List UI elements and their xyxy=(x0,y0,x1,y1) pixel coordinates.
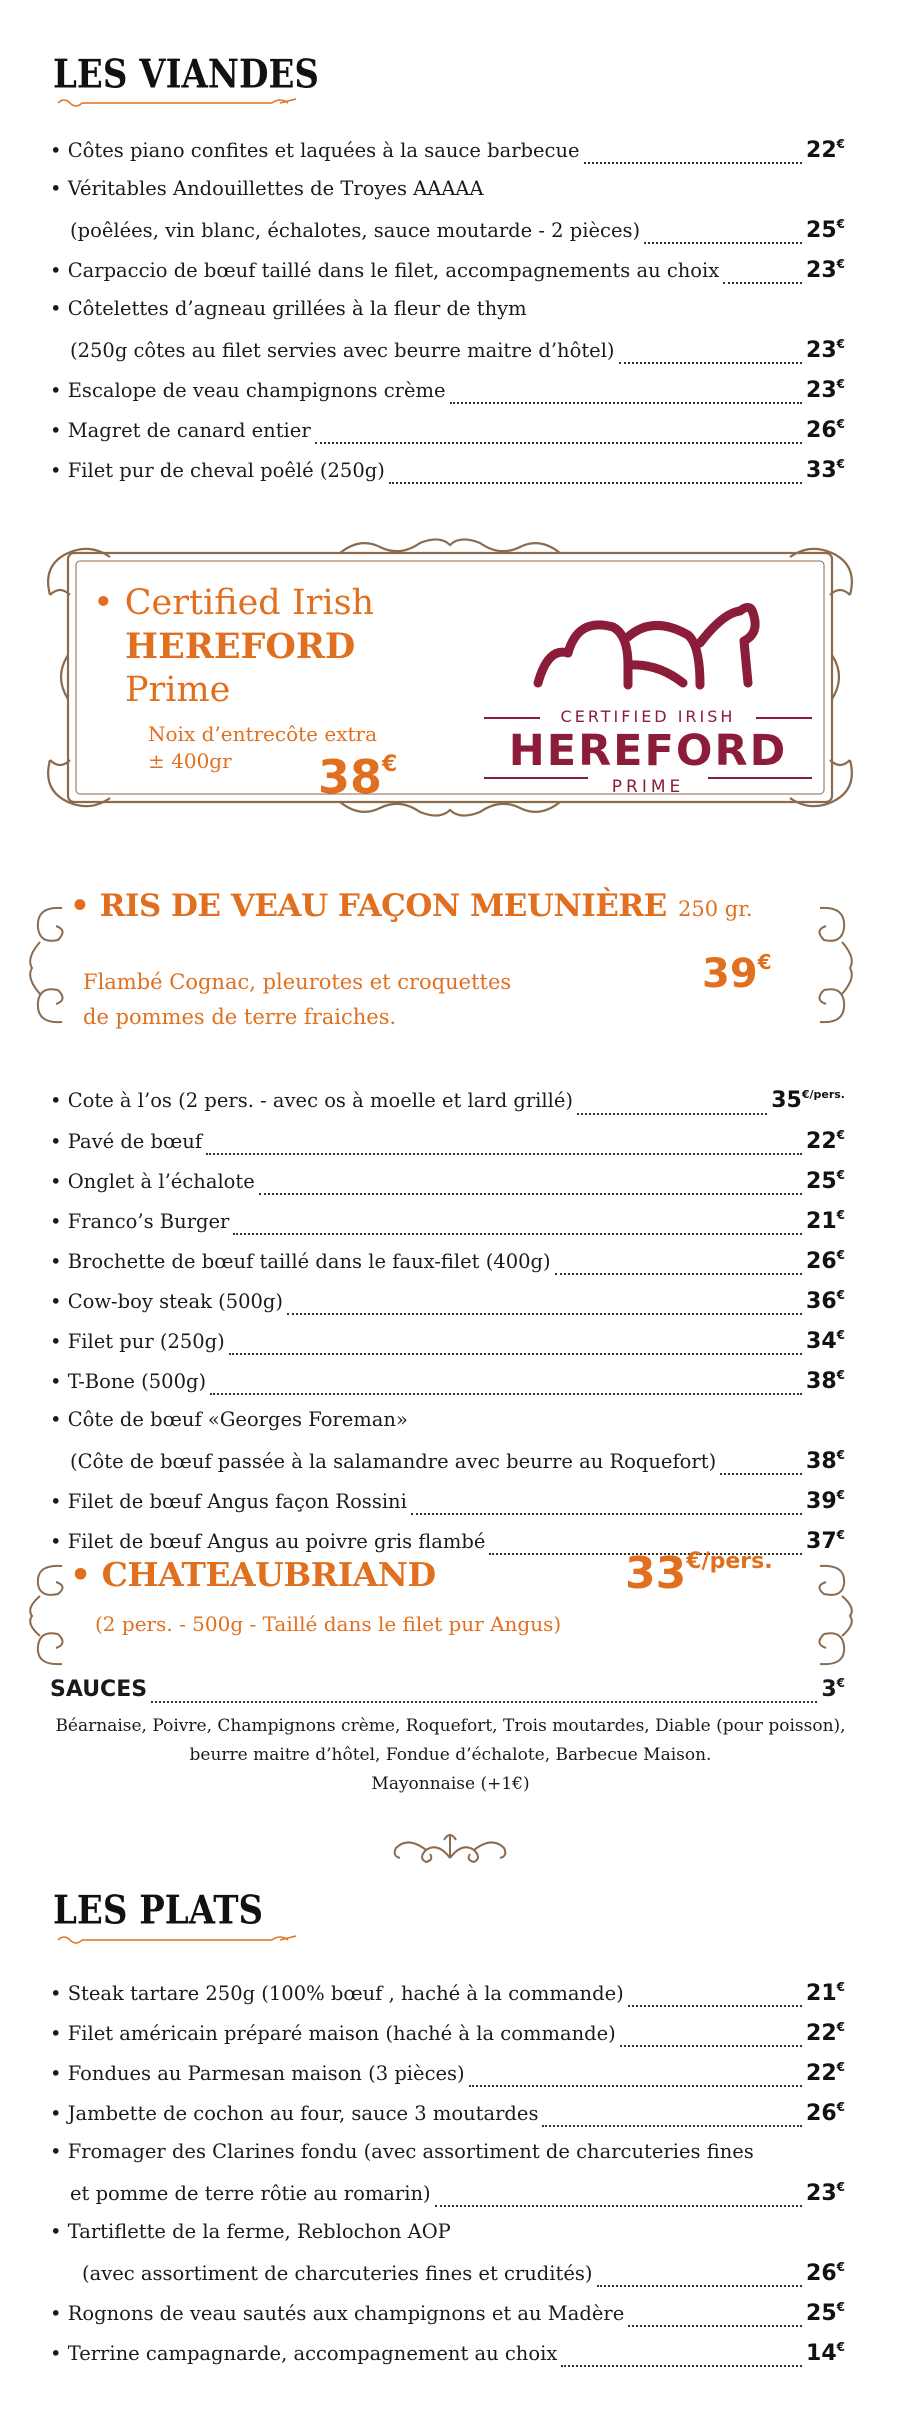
item-name: • Brochette de bœuf taillé dans le faux-filet (400g) xyxy=(50,1250,551,1273)
item-price: 26€ xyxy=(806,2100,845,2126)
item-price: 26€ xyxy=(806,1248,845,1274)
item-name: (250g côtes au filet servies avec beurre maitre d’hôtel) xyxy=(70,339,615,362)
leader-dots xyxy=(151,1701,817,1703)
item-price: 26€ xyxy=(806,417,845,443)
leader-dots xyxy=(577,1113,767,1115)
sauces-title: SAUCES xyxy=(50,1677,148,1702)
menu-item-detail xyxy=(70,337,845,373)
menu-item xyxy=(50,2300,845,2336)
menu-item xyxy=(50,297,845,333)
item-name: • Onglet à l’échalote xyxy=(50,1170,255,1193)
right-scroll-ornament xyxy=(810,900,860,1030)
menu-item-detail xyxy=(70,1448,845,1484)
menu-item xyxy=(50,1168,845,1204)
item-price: 23€ xyxy=(806,257,845,283)
menu-item xyxy=(50,2220,845,2256)
menu-item xyxy=(50,2140,845,2176)
menu-item xyxy=(50,1980,845,2016)
menu-item xyxy=(50,457,845,493)
leader-dots xyxy=(619,362,802,364)
item-price: 39€ xyxy=(806,1488,845,1514)
bull-icon xyxy=(538,607,755,685)
leader-dots xyxy=(210,1393,802,1395)
item-name: • Côte de bœuf «Georges Foreman» xyxy=(50,1408,408,1431)
chateaubriand-desc: (2 pers. - 500g - Taillé dans le filet pur Angus) xyxy=(95,1612,562,1636)
divider-ornament xyxy=(390,1828,510,1864)
item-price: 23€ xyxy=(806,377,845,403)
item-name: • Escalope de veau champignons crème xyxy=(50,379,446,402)
leader-dots xyxy=(720,1473,802,1475)
ris-de-veau-desc1: Flambé Cognac, pleurotes et croquettes xyxy=(83,970,512,994)
menu-item xyxy=(50,1128,845,1164)
leader-dots xyxy=(469,2085,802,2087)
chateaubriand-price: $33^{€/pers.}$ xyxy=(625,1548,773,1599)
item-price: 26€ xyxy=(806,2260,845,2286)
item-name: • Cote à l’os (2 pers. - avec os à moelle et lard grillé) xyxy=(50,1089,574,1112)
item-price: 34€ xyxy=(806,1328,845,1354)
item-price: 23€ xyxy=(806,337,845,363)
ris-de-veau-price: 39€ xyxy=(702,950,772,997)
leader-dots xyxy=(229,1353,802,1355)
menu-item xyxy=(50,1408,845,1444)
leader-dots xyxy=(644,242,802,244)
item-price: 33€ xyxy=(806,457,845,483)
item-name: • Pavé de bœuf xyxy=(50,1130,203,1153)
menu-item xyxy=(50,1208,845,1244)
item-name: • Magret de canard entier xyxy=(50,419,311,442)
item-price: 22€ xyxy=(806,1128,845,1154)
menu-item xyxy=(50,1368,845,1404)
item-name: • Filet de bœuf Angus au poivre gris flambé xyxy=(50,1530,486,1553)
leader-dots xyxy=(542,2125,802,2127)
menu-item-detail xyxy=(70,217,845,253)
title-underline-ornament xyxy=(50,96,300,110)
item-name: • Filet pur (250g) xyxy=(50,1330,225,1353)
item-price: 25€ xyxy=(806,2300,845,2326)
item-name: • Franco’s Burger xyxy=(50,1210,230,1233)
item-price: 23€ xyxy=(806,2180,845,2206)
leader-dots xyxy=(628,2325,802,2327)
item-name: • T-Bone (500g) xyxy=(50,1370,207,1393)
chateaubriand-title: • CHATEAUBRIAND xyxy=(70,1555,436,1594)
section-title-plats: LES PLATS xyxy=(53,1888,264,1934)
item-name: et pomme de terre rôtie au romarin) xyxy=(70,2182,431,2205)
menu-item xyxy=(50,1248,845,1284)
hereford-desc2: ± 400gr xyxy=(148,749,232,773)
sauces-list-line2: beurre maitre d’hôtel, Fondue d’échalote, Barbecue Maison. xyxy=(189,1745,712,1765)
leader-dots xyxy=(435,2205,802,2207)
leader-dots xyxy=(620,2045,802,2047)
item-price: 38€ xyxy=(806,1368,845,1394)
item-price: 38€ xyxy=(806,1448,845,1474)
logo-text-main: HEREFORD xyxy=(508,726,788,776)
hereford-price: 38€ xyxy=(318,750,398,804)
hereford-line3: Prime xyxy=(125,670,231,710)
menu-item xyxy=(50,137,845,173)
item-price: 22€ xyxy=(806,2020,845,2046)
leader-dots xyxy=(411,1513,802,1515)
item-name: • Filet pur de cheval poêlé (250g) xyxy=(50,459,385,482)
leader-dots xyxy=(389,482,802,484)
menu-item xyxy=(50,1288,845,1324)
item-name: • Fromager des Clarines fondu (avec assortiment de charcuteries fines xyxy=(50,2140,754,2163)
menu-item xyxy=(50,257,845,293)
leader-dots xyxy=(259,1193,802,1195)
hereford-feature-box xyxy=(40,535,860,820)
item-name: • Fondues au Parmesan maison (3 pièces) xyxy=(50,2062,465,2085)
logo-text-bottom: PRIME xyxy=(611,777,685,797)
item-name: • Carpaccio de bœuf taillé dans le filet, accompagnements au choix xyxy=(50,259,720,282)
item-name: • Côtes piano confites et laquées à la sauce barbecue xyxy=(50,139,580,162)
menu-item xyxy=(50,1488,845,1524)
item-price: 22€ xyxy=(806,137,845,163)
menu-item xyxy=(50,377,845,413)
item-price: 37€ xyxy=(806,1528,845,1554)
menu-item xyxy=(50,2020,845,2056)
leader-dots xyxy=(287,1313,802,1315)
menu-item xyxy=(50,1328,845,1364)
item-name: (avec assortiment de charcuteries fines et crudités) xyxy=(82,2262,593,2285)
item-name: • Terrine campagnarde, accompagnement au choix xyxy=(50,2342,558,2365)
item-name: • Filet de bœuf Angus façon Rossini xyxy=(50,1490,407,1513)
leader-dots xyxy=(628,2005,802,2007)
sauces-price: 3€ xyxy=(821,1676,845,1702)
menu-item xyxy=(50,417,845,453)
left-scroll-ornament xyxy=(22,900,72,1030)
menu-item xyxy=(50,2060,845,2096)
item-price: 25€ xyxy=(806,217,845,243)
leader-dots xyxy=(233,1233,802,1235)
hereford-desc1: Noix d’entrecôte extra xyxy=(148,722,377,746)
leader-dots xyxy=(315,442,802,444)
menu-item-detail xyxy=(82,2260,845,2296)
item-price: 21€ xyxy=(806,1980,845,2006)
item-name: • Filet américain préparé maison (haché à la commande) xyxy=(50,2022,616,2045)
item-name: • Cow-boy steak (500g) xyxy=(50,1290,284,1313)
sauces-list-line3: Mayonnaise (+1€) xyxy=(371,1774,530,1794)
item-name: • Côtelettes d’agneau grillées à la fleur de thym xyxy=(50,297,527,320)
right-scroll-ornament xyxy=(810,1560,860,1670)
ris-de-veau-desc2: de pommes de terre fraiches. xyxy=(83,1005,397,1029)
item-name: • Steak tartare 250g (100% bœuf , haché à la commande) xyxy=(50,1982,624,2005)
leader-dots xyxy=(584,162,802,164)
left-scroll-ornament xyxy=(22,1560,72,1670)
logo-text-top: CERTIFIED IRISH xyxy=(560,707,736,726)
item-name: (Côte de bœuf passée à la salamandre avec beurre au Roquefort) xyxy=(70,1450,717,1473)
item-price: 21€ xyxy=(806,1208,845,1234)
menu-item xyxy=(50,1088,845,1124)
ris-de-veau-title: • RIS DE VEAU FAÇON MEUNIÈRE xyxy=(70,888,667,924)
menu-item xyxy=(50,2100,845,2136)
leader-dots xyxy=(555,1273,802,1275)
leader-dots xyxy=(723,282,802,284)
leader-dots xyxy=(450,402,802,404)
menu-item xyxy=(50,2340,845,2376)
ris-de-veau-weight: 250 gr. xyxy=(678,897,753,921)
item-price: 25€ xyxy=(806,1168,845,1194)
item-price: 14€ xyxy=(806,2340,845,2366)
item-price: 22€ xyxy=(806,2060,845,2086)
item-name: • Tartiflette de la ferme, Reblochon AOP xyxy=(50,2220,451,2243)
leader-dots xyxy=(597,2285,803,2287)
item-name: • Véritables Andouillettes de Troyes AAAAA xyxy=(50,177,484,200)
section-title-viandes: LES VIANDES xyxy=(53,52,319,98)
item-name: • Jambette de cochon au four, sauce 3 moutardes xyxy=(50,2102,539,2125)
item-price: $35^{€/pers.}$ xyxy=(771,1088,845,1113)
menu-item xyxy=(50,177,845,213)
sauces-list-line1: Béarnaise, Poivre, Champignons crème, Roquefort, Trois moutardes, Diable (pour poisson), xyxy=(55,1716,846,1736)
leader-dots xyxy=(561,2365,802,2367)
hereford-line2: HEREFORD xyxy=(125,626,356,667)
item-price: 36€ xyxy=(806,1288,845,1314)
title-underline-ornament xyxy=(50,1933,300,1947)
item-name: • Rognons de veau sautés aux champignons et au Madère xyxy=(50,2302,625,2325)
menu-item-detail xyxy=(70,2180,845,2216)
leader-dots xyxy=(206,1153,802,1155)
hereford-line1: • Certified Irish xyxy=(93,583,375,623)
sauces-row xyxy=(50,1676,845,1712)
item-name: (poêlées, vin blanc, échalotes, sauce moutarde - 2 pièces) xyxy=(70,219,641,242)
